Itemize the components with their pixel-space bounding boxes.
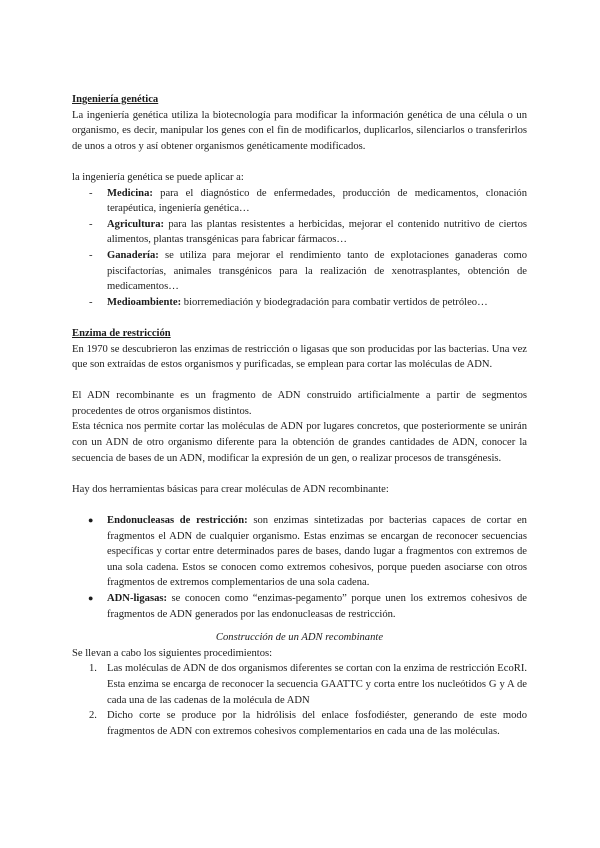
list-item-term: Ganadería:: [107, 249, 159, 261]
list-item-text: son enzimas sintetizadas por bacterias capaces de cortar en fragmentos el ADN de cualquier organismo. Estas enzimas se encargan de reconocer secuencias específicas y cortar entre determinados pares de bases, dando lugar a fragmentos con extremos de una sola cadena. Estos se conocen como extremos cohesivos, porque pueden asociarse con otros fragmentos de extremos complementarios de una sola cadena.: [107, 515, 527, 589]
list-item-term: Endonucleasas de restricción:: [107, 515, 248, 527]
paragraph-adn-recombinante: El ADN recombinante es un fragmento de ADN construido artificialmente a partir de segmentos procedentes de otros organismos distintos.: [72, 390, 527, 417]
step-number: 2.: [89, 710, 97, 722]
section-title-enzima: Enzima de restricción: [72, 327, 171, 339]
list-item-term: ADN-ligasas:: [107, 593, 168, 604]
list-item: [72, 591, 527, 622]
applies-label: la ingeniería genética se puede aplicar a:: [72, 171, 244, 183]
dash-marker: -: [89, 187, 93, 199]
steps-list: [72, 661, 527, 739]
dash-marker: -: [89, 296, 93, 308]
bullet-marker: ●: [88, 593, 94, 603]
list-item-text: Dicho corte se produce por la hidrólisis del enlace fosfodiéster, generando de este modo fragmentos de ADN con extremos cohesivos complementarios en cada una de las moléculas.: [107, 710, 527, 737]
list-item-text: Las moléculas de ADN de dos organismos diferentes se cortan con la enzima de restricción EcoRI. Esta enzima se encarga de reconocer la secuencia GAATTC y corta entre los nucleótidos G y A de cada una de las cadenas de la molécula de ADN: [107, 663, 527, 706]
list-item-text: biorremediación y biodegradación para combatir vertidos de petróleo…: [181, 296, 488, 308]
paragraph-herramientas: Hay dos herramientas básicas para crear moléculas de ADN recombinante:: [72, 483, 389, 495]
bullet-marker: ●: [88, 515, 94, 526]
list-item: [72, 295, 527, 311]
list-item-text: se utiliza para mejorar el rendimiento tanto de explotaciones ganaderas como piscifactorías, animales transgénicos para la realización de xenotrasplantes, obtención de medicamentos…: [107, 249, 527, 293]
paragraph-1970: En 1970 se descubrieron las enzimas de restricción o ligasas que son producidas por las bacterias. Una vez que son extraídas de estos organismos y purificadas, se emplean para cortar las moléculas de ADN.: [72, 343, 527, 371]
document-page: [72, 92, 527, 739]
subtitle-construccion: Construcción de un ADN recombinante: [215, 632, 384, 644]
intro-paragraph: La ingeniería genética utiliza la biotecnología para modificar la información genética de una célula o un organismo, es decir, manipular los genes con el fin de modificarlos, duplicarlos, silenciarlos o transferirlos de unos a otros y así obtener organismos genéticamente modificados.: [72, 109, 527, 152]
section-title-ingenieria: Ingeniería genética: [72, 94, 159, 105]
list-item-text: para el diagnóstico de enfermedades, producción de medicamentos, clonación terapéutica, ingeniería genética…: [107, 187, 527, 215]
dash-marker: -: [89, 249, 93, 261]
list-item: [72, 248, 527, 295]
tools-list: [72, 513, 527, 622]
list-item: [72, 513, 527, 591]
list-item: [72, 708, 527, 739]
dash-marker: -: [89, 218, 93, 230]
step-number: 1.: [89, 663, 97, 675]
list-item: [72, 661, 527, 708]
list-item-term: Medioambiente:: [107, 296, 182, 308]
list-item-text: se conocen como “enzimas-pegamento” porque unen los extremos cohesivos de fragmentos de ADN generados por las endonucleasas de restricción.: [107, 593, 527, 620]
procedures-intro: Se llevan a cabo los siguientes procedimientos:: [72, 647, 273, 659]
list-item: [72, 217, 527, 248]
list-item-text: para las plantas resistentes a herbicidas, mejorar el contenido nutritivo de ciertos alimentos, plantas transgénicas para fabricar fármacos…: [107, 218, 527, 246]
paragraph-tecnica: Esta técnica nos permite cortar las moléculas de ADN por lugares concretos, que posteriormente se unirán con un ADN de otro organismo diferente para la obtención de grandes cantidades de ADN, conocer la secuencia de bases de un ADN, modificar la expresión de un gen, o realizar procesos de transgénesis.: [72, 421, 527, 464]
list-item: [72, 186, 527, 217]
list-item-term: Medicina:: [107, 187, 153, 199]
list-item-term: Agricultura:: [107, 218, 165, 230]
applications-list: [72, 186, 527, 311]
